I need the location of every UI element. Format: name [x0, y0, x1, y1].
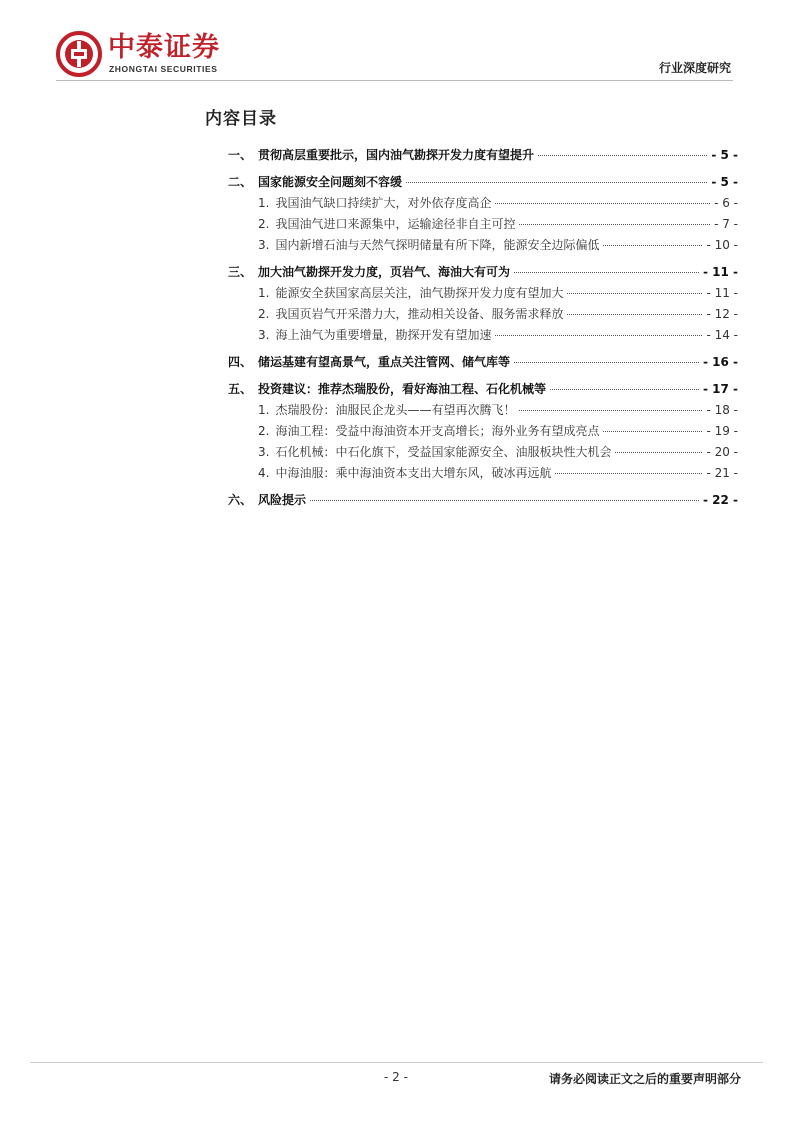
toc-section-entry[interactable]	[228, 263, 738, 284]
toc-entry-page: - 10 -	[706, 238, 738, 252]
toc-entry-title: 风险提示	[258, 493, 307, 507]
toc-subsection-entry[interactable]	[228, 236, 738, 257]
toc-entry-number: 3.	[258, 238, 270, 252]
toc-dot-leader	[538, 155, 707, 156]
toc-entry-page: - 19 -	[706, 424, 738, 438]
toc-dot-leader	[567, 293, 702, 294]
toc-dot-leader	[603, 431, 702, 432]
toc-entry-page: - 21 -	[706, 466, 738, 480]
toc-dot-leader	[615, 452, 702, 453]
toc-entry-title: 杰瑞股份：油服民企龙头——有望再次腾飞！	[275, 403, 516, 417]
toc-subsection-entry[interactable]	[228, 464, 738, 485]
toc-subsection-entry[interactable]	[228, 401, 738, 422]
toc-dot-leader	[567, 314, 702, 315]
toc-dot-leader	[514, 362, 699, 363]
toc-entry-page: - 11 -	[702, 265, 738, 279]
toc-section-entry[interactable]	[228, 380, 738, 401]
toc-entry-title: 投资建议：推荐杰瑞股份，看好海油工程、石化机械等	[258, 382, 547, 396]
toc-entry-page: - 5 -	[711, 175, 738, 189]
toc-entry-page: - 14 -	[706, 328, 738, 342]
toc-entry-number: 1.	[258, 403, 270, 417]
toc-entry-number: 一、	[228, 148, 253, 162]
toc-entry-page: - 12 -	[706, 307, 738, 321]
toc-entry-page: - 7 -	[714, 217, 738, 231]
toc-entry-title: 海油工程：受益中海油资本开支高增长；海外业务有望成亮点	[275, 424, 600, 438]
toc-entry-title: 国内新增石油与天然气探明储量有所下降，能源安全边际偏低	[275, 238, 600, 252]
toc-entry-title: 石化机械：中石化旗下，受益国家能源安全、油服板块性大机会	[275, 445, 612, 459]
toc-entry-title: 我国油气缺口持续扩大，对外依存度高企	[275, 196, 492, 210]
company-logo	[56, 31, 256, 77]
toc-subsection-entry[interactable]	[228, 305, 738, 326]
toc-entry-number: 2.	[258, 424, 270, 438]
header-divider	[56, 80, 733, 81]
logo-english-name: ZHONGTAI SECURITIES	[109, 64, 218, 74]
toc-entry-title: 国家能源安全问题刻不容缓	[258, 175, 403, 189]
toc-entry-page: - 5 -	[711, 148, 738, 162]
toc-dot-leader	[555, 473, 702, 474]
toc-dot-leader	[519, 224, 710, 225]
toc-subsection-entry[interactable]	[228, 194, 738, 215]
toc-entry-number: 4.	[258, 466, 270, 480]
toc-entry-title: 中海油服：乘中海油资本支出大增东风，破冰再远航	[275, 466, 552, 480]
toc-entry-page: - 11 -	[706, 286, 738, 300]
toc-dot-leader	[514, 272, 699, 273]
toc-entry-number: 六、	[228, 493, 253, 507]
toc-entry-title: 储运基建有望高景气，重点关注管网、储气库等	[258, 355, 511, 369]
toc-entry-number: 3.	[258, 445, 270, 459]
toc-entry-number: 2.	[258, 217, 270, 231]
toc-entry-title: 能源安全获国家高层关注，油气勘探开发力度有望加大	[275, 286, 564, 300]
toc-entry-page: - 18 -	[706, 403, 738, 417]
toc-subsection-entry[interactable]	[228, 326, 738, 347]
toc-entry-page: - 22 -	[702, 493, 738, 507]
disclaimer-note: 请务必阅读正文之后的重要声明部分	[548, 1072, 741, 1086]
toc-section-entry[interactable]	[228, 491, 738, 512]
report-type-label: 行业深度研究	[658, 61, 731, 75]
toc-subsection-entry[interactable]	[228, 215, 738, 236]
toc-entry-number: 2.	[258, 307, 270, 321]
table-of-contents	[228, 146, 738, 512]
toc-title: 内容目录	[205, 109, 277, 129]
toc-dot-leader	[519, 410, 702, 411]
toc-section-entry[interactable]	[228, 173, 738, 194]
page-number: - 2 -	[384, 1070, 408, 1084]
toc-subsection-entry[interactable]	[228, 422, 738, 443]
toc-dot-leader	[495, 335, 702, 336]
toc-subsection-entry[interactable]	[228, 443, 738, 464]
footer-divider	[30, 1062, 763, 1063]
toc-entry-title: 我国油气进口来源集中，运输途径非自主可控	[275, 217, 516, 231]
toc-entry-title: 我国页岩气开采潜力大，推动相关设备、服务需求释放	[275, 307, 564, 321]
toc-dot-leader	[603, 245, 702, 246]
logo-chinese-name: 中泰证券	[108, 32, 220, 63]
toc-dot-leader	[495, 203, 710, 204]
toc-entry-number: 3.	[258, 328, 270, 342]
toc-entry-page: - 16 -	[702, 355, 738, 369]
toc-section-entry[interactable]	[228, 146, 738, 167]
toc-dot-leader	[310, 500, 699, 501]
toc-dot-leader	[406, 182, 707, 183]
toc-section-entry[interactable]	[228, 353, 738, 374]
toc-dot-leader	[550, 389, 699, 390]
toc-entry-number: 1.	[258, 286, 270, 300]
toc-entry-number: 四、	[228, 355, 253, 369]
zhongtai-logo-icon	[56, 31, 102, 77]
toc-entry-title: 海上油气为重要增量，勘探开发有望加速	[275, 328, 492, 342]
toc-entry-title: 加大油气勘探开发力度，页岩气、海油大有可为	[258, 265, 511, 279]
toc-entry-number: 三、	[228, 265, 253, 279]
toc-entry-page: - 17 -	[702, 382, 738, 396]
toc-entry-page: - 6 -	[714, 196, 738, 210]
toc-entry-number: 1.	[258, 196, 270, 210]
toc-subsection-entry[interactable]	[228, 284, 738, 305]
toc-entry-page: - 20 -	[706, 445, 738, 459]
toc-entry-number: 二、	[228, 175, 253, 189]
toc-entry-number: 五、	[228, 382, 253, 396]
toc-entry-title: 贯彻高层重要批示，国内油气勘探开发力度有望提升	[258, 148, 535, 162]
